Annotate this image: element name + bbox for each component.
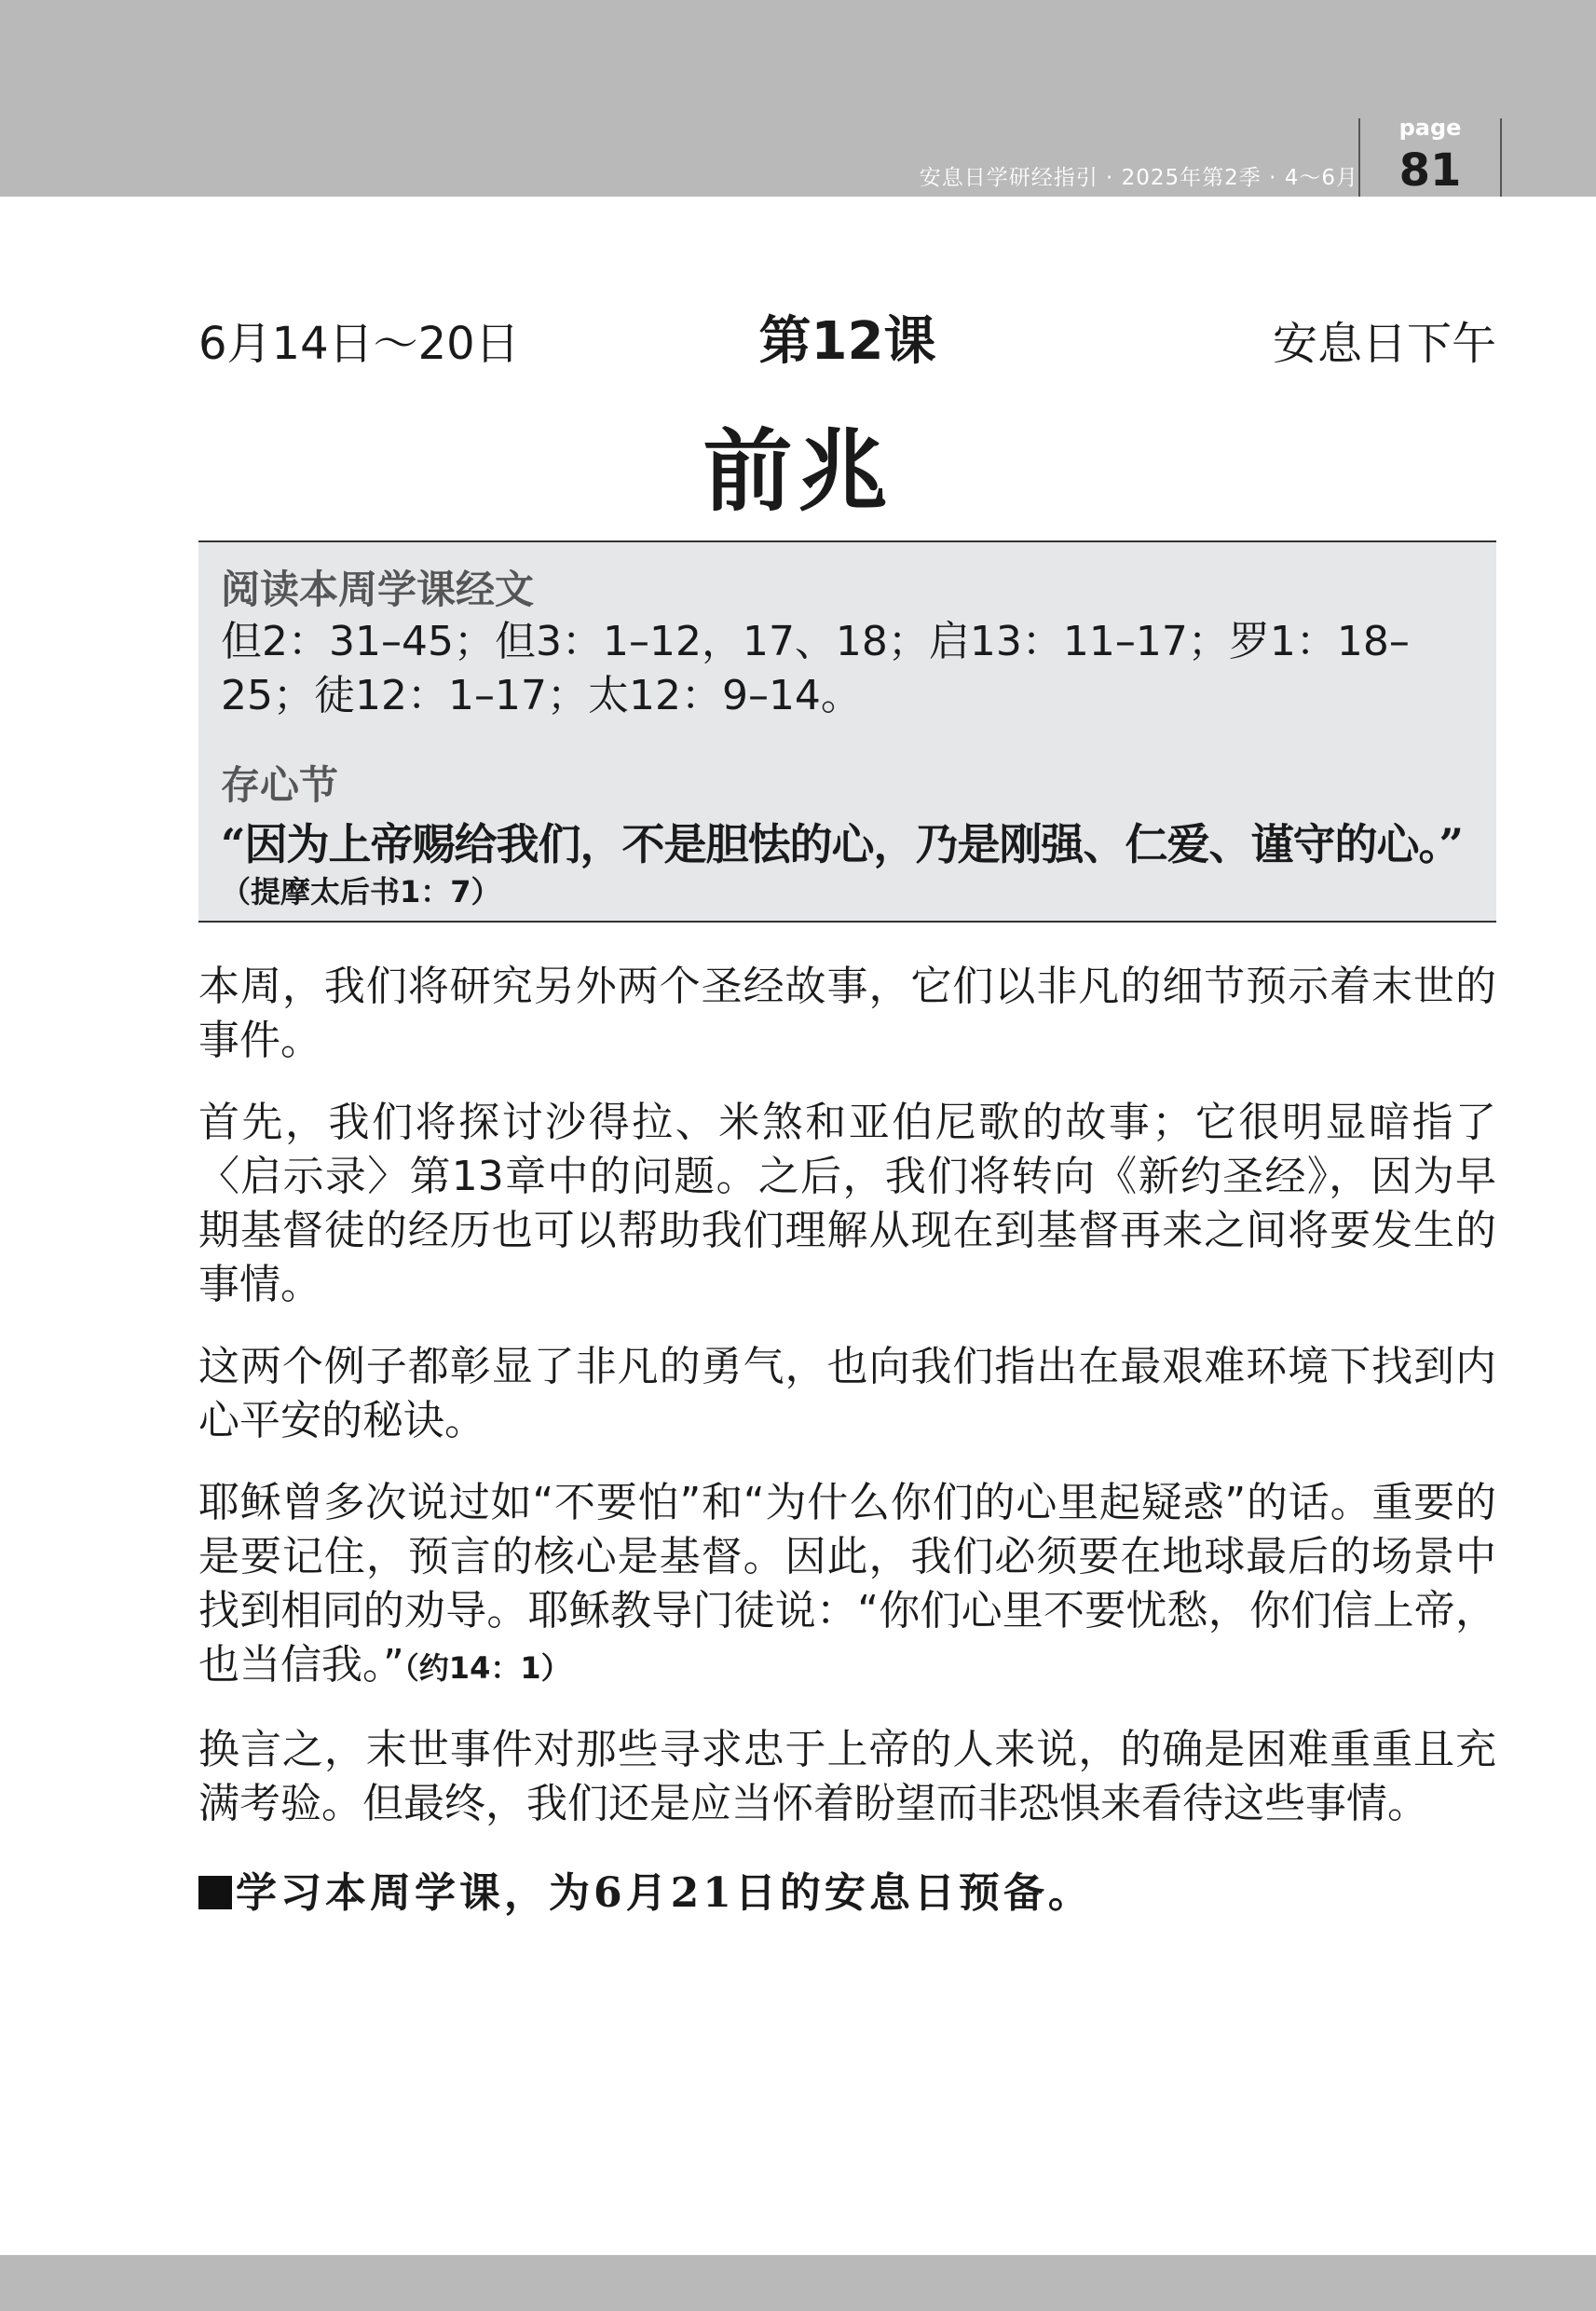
page-number: 81 xyxy=(1398,144,1462,197)
footer-band xyxy=(0,2255,1596,2311)
time-label: 安息日下午 xyxy=(1272,318,1496,370)
running-header: 安息日学研经指引 · 2025年第2季 · 4～6月 xyxy=(919,166,1358,190)
page-label: page xyxy=(1398,115,1462,141)
memory-verse: “因为上帝赐给我们，不是胆怯的心，乃是刚强、仁爱、谨守的心。” xyxy=(221,819,1463,869)
memory-heading: 存心节 xyxy=(221,762,339,808)
paragraph-3: 这两个例子都彰显了非凡的勇气，也向我们指出在最艰难环境下找到内心平安的秘诀。 xyxy=(198,1343,1496,1444)
page-number-box xyxy=(1358,115,1502,197)
paragraph-4 xyxy=(198,1476,1496,1695)
header-band xyxy=(0,0,1596,197)
closing-line xyxy=(198,1859,1496,1919)
date-range: 6月14日～20日 xyxy=(198,318,520,370)
lesson-title: 前兆 xyxy=(703,418,893,524)
black-square-icon xyxy=(198,1876,232,1909)
paragraph-2: 首先，我们将探讨沙得拉、米煞和亚伯尼歌的故事；它很明显暗指了〈启示录〉第13章中的问题。之后，我们将转向《新约圣经》，因为早期基督徒的经历也可以帮助我们理解从现在到基督再来之间将要发生的事情。 xyxy=(198,1099,1496,1308)
reading-heading: 阅读本周学课经文 xyxy=(221,567,535,612)
paragraph-1: 本周，我们将研究另外两个圣经故事，它们以非凡的细节预示着末世的事件。 xyxy=(198,963,1496,1064)
memory-citation: （提摩太后书1：7） xyxy=(221,874,501,909)
paragraph-4-text: 耶稣曾多次说过如“不要怕”和“为什么你们的心里起疑惑”的话。重要的是要记住，预言的核心是基督。因此，我们必须要在地球最后的场景中找到相同的劝导。耶稣教导门徒说：“你们心里不要忧愁，你们信上帝，也当信我。” xyxy=(198,1479,1496,1689)
paragraph-5: 换言之，末世事件对那些寻求忠于上帝的人来说，的确是困难重重且充满考验。但最终，我们还是应当怀着盼望而非恐惧来看待这些事情。 xyxy=(198,1726,1496,1827)
lesson-meta-row xyxy=(198,300,1496,375)
closing-text: 学习本周学课，为6月21日的安息日预备。 xyxy=(236,1869,1093,1917)
lesson-number: 第12课 xyxy=(758,311,936,372)
body-text xyxy=(198,960,1496,1919)
paragraph-4-citation: （约14：1） xyxy=(403,1650,571,1686)
reading-box xyxy=(198,540,1496,923)
reading-references: 但2：31–45；但3：1–12，17、18；启13：11–17；罗1：18–25；徒12：1–17；太12：9–14。 xyxy=(221,618,1410,719)
